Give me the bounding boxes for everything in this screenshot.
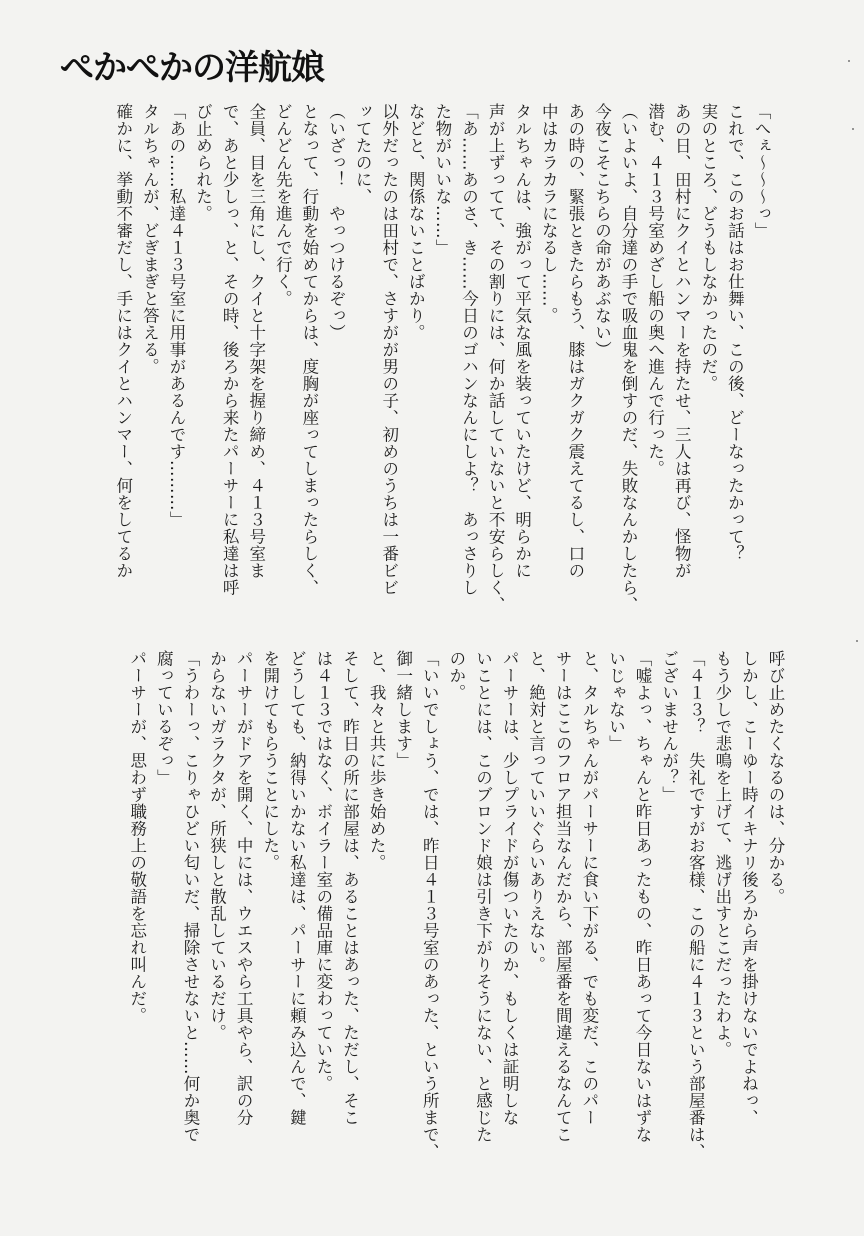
margin-speck [856, 640, 858, 642]
text-line: 全員、目を三角にし、クイと十字架を握り締め、４１３号室ま [246, 103, 266, 579]
text-line: いことには、このブロンド娘は引き下がりそうにない、と感じた [473, 650, 493, 1143]
text-line: 「あの……私達４１３号室に用事があるんです………」 [166, 103, 186, 528]
text-line: どんどん先を進んで行く。 [273, 103, 293, 307]
text-line: 実のところ、どうもしなかったのだ。 [698, 103, 718, 392]
text-block-bottom [58, 650, 788, 1180]
text-line: 「嘘よっ、ちゃんと昨日あったもの、昨日あって今日ないはずな [633, 650, 653, 1143]
text-line: 「４１３？ 失礼ですがお客様、この船に４１３という部屋番は、 [686, 650, 706, 1160]
text-line: と、タルちゃんがパーサーに食い下がる、でも変だ、このパー [579, 650, 599, 1126]
text-line: どうしても、納得いかない私達は、パーサーに頼み込んで、鍵 [287, 650, 307, 1126]
text-line: ございませんが？」 [659, 650, 679, 803]
text-line: 腐っているぞっ」 [154, 650, 174, 786]
text-line: などと、関係ないことばかり。 [406, 103, 426, 341]
text-line: 確かに、挙動不審だし、手にはクイとハンマー、何をしてるか [113, 103, 133, 579]
text-line: サーはここのフロア担当なんだから、部屋番を間違えるなんてこ [553, 650, 573, 1143]
text-line: パーサーがドアを開く、中には、ウエスやら工具やら、訳の分 [234, 650, 254, 1126]
text-line: あの時の、緊張ときたらもう、膝はガクガク震えてるし、口の [565, 103, 585, 579]
text-line: パーサーは、少しプライドが傷ついたのか、もしくは証明しな [500, 650, 520, 1126]
text-line: 以外だったのは田村で、さすがが男の子、初めのうちは一番ビビ [379, 103, 399, 596]
text-line: 「うわーっ、こりゃひどい匂いだ、掃除させないと……何か奥で [180, 650, 200, 1143]
text-line: た物がいいな……」 [432, 103, 452, 256]
text-line: 潜む、４１３号室めざし船の奥へ進んで行った。 [645, 103, 665, 477]
text-line: 呼び止めたくなるのは、分かる。 [766, 650, 785, 905]
text-line: しかし、こーゆー時イキナリ後ろから声を掛けないでよねっ、 [739, 650, 759, 1126]
margin-speck [848, 60, 850, 62]
text-line: 中はカラカラになるし……。 [539, 103, 559, 324]
text-line: で、あと少しっ、と、その時、後ろから来たパーサーに私達は呼 [220, 103, 240, 596]
text-line: 「へぇ〜〜〜っ」 [752, 103, 771, 239]
text-line: あの日、田村にクイとハンマーを持たせ、三人は再び、怪物が [672, 103, 692, 579]
text-line: 今夜こそこちらの命があぶない） [592, 103, 612, 358]
text-line: ッてたのに、 [353, 103, 373, 205]
text-line: （いざっ！ やっつけるぞっ） [326, 103, 346, 341]
text-line: タルちゃんは、強がって平気な風を装っていたけど、明らかに [512, 103, 532, 579]
text-line: は４１３ではなく、ボイラー室の備品庫に変わっていた。 [313, 650, 333, 1092]
text-line: パーサーが、思わず職務上の敬語を忘れ叫んだ。 [127, 650, 147, 1024]
text-line: いじゃない」 [606, 650, 626, 752]
text-line: タルちゃんが、どぎまぎと答える。 [140, 103, 160, 375]
text-line: 「いいでしょう、では、昨日４１３号室のあった、という所まで、 [420, 650, 440, 1160]
text-line: と、我々と共に歩き始めた。 [367, 650, 387, 871]
text-line: からないガラクタが、所狭しと散乱しているだけ。 [207, 650, 227, 1041]
text-line: そして、昨日の所に部屋は、あることはあった、ただし、そこ [340, 650, 360, 1126]
text-line: 声が上ずってて、その割りには、何か話していないと不安らしく、 [486, 103, 506, 613]
text-line: となって、行動を始めてからは、度胸が座ってしまったらしく、 [299, 103, 319, 596]
text-line: 御一緒します」 [393, 650, 413, 769]
text-block-top [54, 103, 774, 623]
margin-speck [852, 128, 854, 130]
text-line: を開けてもらうことにした。 [260, 650, 280, 871]
text-line: のか。 [446, 650, 466, 701]
text-line: これで、このお話はお仕舞い、この後、どーなったかって？ [725, 103, 745, 562]
text-line: び止められた。 [193, 103, 213, 222]
text-line: もう少しで悲鳴を上げて、逃げ出すとこだったわよ。 [712, 650, 732, 1058]
text-line: と、絶対と言っていいぐらいありえない。 [526, 650, 546, 973]
text-line: 「あ……あのさ、き……今日のゴハンなんにしよ？ あっさりし [459, 103, 479, 596]
chapter-title: ぺかぺかの洋航娘 [60, 48, 324, 88]
text-line: （いよいよ、自分達の手で吸血鬼を倒すのだ、失敗なんかしたら、 [619, 103, 639, 613]
